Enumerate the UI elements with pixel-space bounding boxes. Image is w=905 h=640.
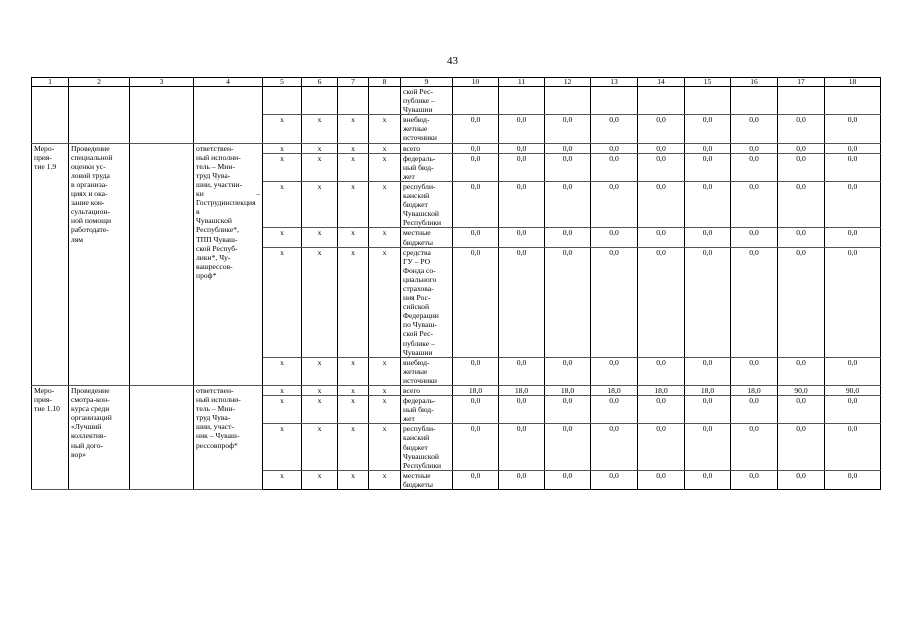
value-cell: 0,0 [453,424,499,470]
mark-cell: x [369,386,401,396]
table-row [32,87,881,115]
mark-cell: x [263,181,302,227]
value-cell: 90,0 [778,386,825,396]
page-number: 43 [447,55,458,67]
value-cell: 0,0 [591,181,638,227]
mark-cell: x [338,424,369,470]
funding-source: республи- канский бюджет Чувашской Республики [401,424,453,470]
value-cell: 0,0 [685,115,731,143]
mark-cell: x [369,424,401,470]
value-cell: 18,0 [453,386,499,396]
value-cell: 0,0 [638,247,685,357]
event-executor: ответствен- ный исполни- тель – Мин- труд Чува- шии, участ- ник – Чуваш- рессовпроф* [194,386,263,490]
mark-cell: x [338,115,369,143]
column-header: 6 [302,78,338,87]
value-cell: 0,0 [731,228,778,247]
mark-cell: x [338,357,369,385]
value-cell: 0,0 [825,424,881,470]
column-header-row [32,78,881,87]
value-cell [825,87,881,115]
value-cell: 0,0 [591,143,638,153]
mark-cell: x [338,386,369,396]
value-cell: 0,0 [453,396,499,424]
value-cell: 0,0 [453,153,499,181]
funding-source: средства ГУ – РО Фонда со- циального страхова- ния Рос- сийской Федерации по Чуваш- ской Рес- публике – Чувашии [401,247,453,357]
value-cell: 18,0 [685,386,731,396]
mark-cell: x [302,115,338,143]
value-cell: 0,0 [453,181,499,227]
value-cell: 0,0 [453,115,499,143]
value-cell: 0,0 [545,115,591,143]
mark-cell [369,87,401,115]
value-cell: 0,0 [825,181,881,227]
value-cell: 0,0 [453,470,499,489]
value-cell: 0,0 [453,143,499,153]
value-cell: 0,0 [778,181,825,227]
mark-cell: x [263,247,302,357]
value-cell: 0,0 [591,153,638,181]
mark-cell: x [263,228,302,247]
mark-cell: x [302,181,338,227]
mark-cell: x [369,181,401,227]
value-cell: 0,0 [638,115,685,143]
value-cell: 0,0 [591,228,638,247]
column-header: 1 [32,78,69,87]
value-cell: 0,0 [778,396,825,424]
event-name: Проведение специальной оценки ус- ловий труда в организа- циях и ока- зание кон- сультацион- ной помощи работодате- лям [69,143,130,385]
column-header: 5 [263,78,302,87]
value-cell: 0,0 [685,228,731,247]
value-cell: 18,0 [591,386,638,396]
value-cell: 0,0 [638,181,685,227]
mark-cell: x [302,396,338,424]
mark-cell: x [369,396,401,424]
value-cell: 0,0 [778,143,825,153]
value-cell: 0,0 [685,357,731,385]
value-cell: 0,0 [545,181,591,227]
event-col3 [130,386,194,490]
value-cell: 0,0 [731,247,778,357]
column-header: 16 [731,78,778,87]
value-cell: 0,0 [685,424,731,470]
value-cell: 0,0 [638,228,685,247]
mark-cell: x [369,143,401,153]
column-header: 12 [545,78,591,87]
value-cell: 0,0 [685,470,731,489]
mark-cell: x [263,153,302,181]
mark-cell: x [338,181,369,227]
value-cell: 0,0 [638,357,685,385]
table-row [32,386,881,396]
value-cell: 0,0 [685,396,731,424]
value-cell: 0,0 [545,424,591,470]
column-header: 7 [338,78,369,87]
value-cell: 0,0 [545,247,591,357]
mark-cell: x [369,115,401,143]
budget-table [31,77,881,490]
value-cell: 0,0 [499,228,545,247]
funding-source: местные бюджеты [401,228,453,247]
mark-cell: x [263,115,302,143]
value-cell: 0,0 [825,153,881,181]
value-cell: 18,0 [545,386,591,396]
value-cell: 0,0 [499,357,545,385]
value-cell: 0,0 [778,357,825,385]
value-cell [731,87,778,115]
value-cell: 0,0 [591,396,638,424]
value-cell [499,87,545,115]
mark-cell: x [302,357,338,385]
value-cell: 90,0 [825,386,881,396]
value-cell: 0,0 [825,396,881,424]
funding-source: внебюд- жетные источники [401,357,453,385]
value-cell: 0,0 [499,396,545,424]
value-cell: 0,0 [825,228,881,247]
value-cell: 0,0 [638,396,685,424]
column-header: 11 [499,78,545,87]
mark-cell: x [302,386,338,396]
funding-source: федераль- ный бюд- жет [401,153,453,181]
column-header: 15 [685,78,731,87]
value-cell: 0,0 [545,143,591,153]
value-cell: 0,0 [778,424,825,470]
mark-cell: x [369,357,401,385]
mark-cell: x [302,247,338,357]
mark-cell [302,87,338,115]
value-cell: 0,0 [453,247,499,357]
value-cell: 18,0 [731,386,778,396]
value-cell: 0,0 [731,396,778,424]
value-cell: 18,0 [638,386,685,396]
continuation-col1 [32,87,69,144]
value-cell [453,87,499,115]
value-cell [638,87,685,115]
value-cell: 0,0 [825,357,881,385]
funding-source: всего [401,386,453,396]
value-cell: 0,0 [731,357,778,385]
event-col3 [130,143,194,385]
mark-cell: x [302,470,338,489]
value-cell: 0,0 [731,115,778,143]
value-cell: 18,0 [499,386,545,396]
value-cell: 0,0 [499,181,545,227]
mark-cell: x [338,247,369,357]
value-cell: 0,0 [591,115,638,143]
value-cell: 0,0 [453,228,499,247]
mark-cell: x [302,143,338,153]
value-cell: 0,0 [825,247,881,357]
value-cell: 0,0 [778,115,825,143]
funding-source: всего [401,143,453,153]
continuation-col2 [69,87,130,144]
mark-cell: x [263,396,302,424]
value-cell: 0,0 [591,357,638,385]
funding-source: местные бюджеты [401,470,453,489]
value-cell: 0,0 [778,153,825,181]
value-cell: 0,0 [545,153,591,181]
mark-cell: x [263,386,302,396]
mark-cell: x [369,470,401,489]
value-cell: 0,0 [638,153,685,181]
value-cell: 0,0 [638,424,685,470]
value-cell: 0,0 [638,470,685,489]
column-header: 17 [778,78,825,87]
event-name: Проведение смотра-кон- курса среди организаций «Лучший коллектив- ный дого- вор» [69,386,130,490]
value-cell: 0,0 [545,470,591,489]
mark-cell: x [369,153,401,181]
column-header: 13 [591,78,638,87]
value-cell: 0,0 [685,181,731,227]
value-cell: 0,0 [778,228,825,247]
funding-source: внебюд- жетные источники [401,115,453,143]
value-cell: 0,0 [638,143,685,153]
value-cell: 0,0 [731,470,778,489]
funding-source: республи- канский бюджет Чувашской Республики [401,181,453,227]
continuation-col3 [130,87,194,144]
mark-cell: x [338,143,369,153]
value-cell: 0,0 [499,424,545,470]
value-cell: 0,0 [731,153,778,181]
column-header: 4 [194,78,263,87]
event-label: Меро- прия- тие 1.10 [32,386,69,490]
value-cell: 0,0 [499,470,545,489]
mark-cell [263,87,302,115]
column-header: 18 [825,78,881,87]
value-cell: 0,0 [499,143,545,153]
mark-cell: x [263,470,302,489]
value-cell: 0,0 [453,357,499,385]
column-header: 9 [401,78,453,87]
value-cell: 0,0 [778,470,825,489]
value-cell: 0,0 [499,247,545,357]
value-cell: 0,0 [545,396,591,424]
value-cell: 0,0 [685,153,731,181]
column-header: 8 [369,78,401,87]
mark-cell: x [263,424,302,470]
mark-cell: x [302,228,338,247]
value-cell [545,87,591,115]
mark-cell: x [369,228,401,247]
funding-source: федераль- ный бюд- жет [401,396,453,424]
table-row [32,143,881,153]
mark-cell: x [302,424,338,470]
value-cell: 0,0 [731,424,778,470]
value-cell: 0,0 [545,228,591,247]
mark-cell: x [338,470,369,489]
value-cell: 0,0 [731,181,778,227]
column-header: 3 [130,78,194,87]
value-cell: 0,0 [825,470,881,489]
mark-cell: x [369,247,401,357]
value-cell: 0,0 [685,247,731,357]
value-cell [778,87,825,115]
column-header: 10 [453,78,499,87]
mark-cell: x [302,153,338,181]
value-cell: 0,0 [499,153,545,181]
value-cell: 0,0 [545,357,591,385]
value-cell: 0,0 [591,247,638,357]
event-executor: ответствен- ный исполни- тель – Мин- труд Чува- шии, участни- ки – Гострудинспекция в Чувашской Республике*, ТПП Чуваш- ской Респуб- лики*, Чу- вашрессов- проф* [194,143,263,385]
column-header: 2 [69,78,130,87]
mark-cell [338,87,369,115]
value-cell: 0,0 [499,115,545,143]
mark-cell: x [263,143,302,153]
event-label: Меро- прия- тие 1.9 [32,143,69,385]
value-cell: 0,0 [825,143,881,153]
column-header: 14 [638,78,685,87]
funding-source: ской Рес- публике – Чувашии [401,87,453,115]
value-cell: 0,0 [591,470,638,489]
mark-cell: x [338,153,369,181]
value-cell: 0,0 [825,115,881,143]
mark-cell: x [338,228,369,247]
mark-cell: x [263,357,302,385]
value-cell: 0,0 [591,424,638,470]
value-cell [685,87,731,115]
value-cell: 0,0 [778,247,825,357]
continuation-col4 [194,87,263,144]
value-cell [591,87,638,115]
value-cell: 0,0 [731,143,778,153]
value-cell: 0,0 [685,143,731,153]
mark-cell: x [338,396,369,424]
